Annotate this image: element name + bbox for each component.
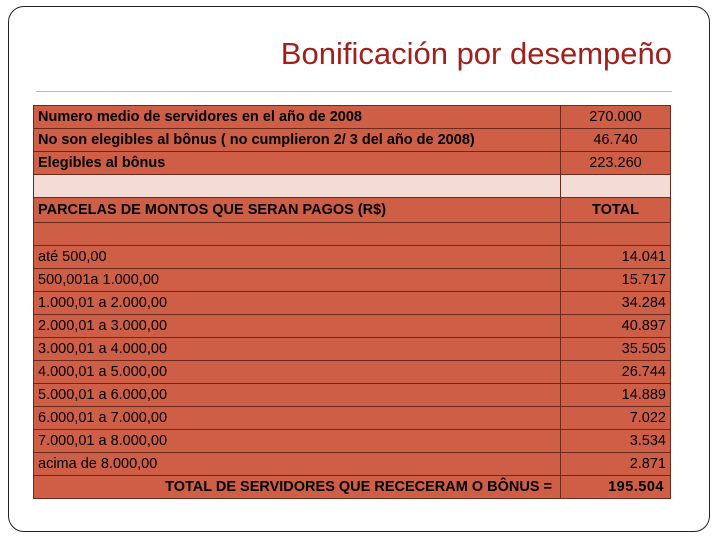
total-cell: 7.022 <box>561 407 671 430</box>
range-cell: 6.000,01 a 7.000,00 <box>34 407 561 430</box>
blank-cell <box>34 175 561 198</box>
blank-cell <box>561 175 671 198</box>
table-row <box>34 407 671 430</box>
range-cell: 500,001a 1.000,00 <box>34 269 561 292</box>
blank-cell <box>34 223 561 246</box>
range-cell: 1.000,01 a 2.000,00 <box>34 292 561 315</box>
range-cell: 4.000,01 a 5.000,00 <box>34 361 561 384</box>
table-row <box>34 246 671 269</box>
total-cell: 2.871 <box>561 453 671 476</box>
range-cell: 7.000,01 a 8.000,00 <box>34 430 561 453</box>
grand-total-value: 195.504 <box>561 476 671 499</box>
summary-value: 270.000 <box>561 106 671 129</box>
total-cell: 3.534 <box>561 430 671 453</box>
total-cell: 35.505 <box>561 338 671 361</box>
range-cell: 2.000,01 a 3.000,00 <box>34 315 561 338</box>
blank-cell <box>561 223 671 246</box>
summary-value: 223.260 <box>561 152 671 175</box>
total-cell: 34.284 <box>561 292 671 315</box>
table-row <box>34 269 671 292</box>
range-cell: até 500,00 <box>34 246 561 269</box>
summary-row <box>34 106 671 129</box>
total-cell: 15.717 <box>561 269 671 292</box>
summary-label: No son elegibles al bônus ( no cumplieron 2/ 3 del año de 2008) <box>34 129 561 152</box>
header-range-label: PARCELAS DE MONTOS QUE SERAN PAGOS (R$) <box>34 198 561 223</box>
blank-row <box>34 223 671 246</box>
table-header-row <box>34 198 671 223</box>
table-row <box>34 315 671 338</box>
summary-label: Numero medio de servidores en el año de 2008 <box>34 106 561 129</box>
total-cell: 40.897 <box>561 315 671 338</box>
summary-row <box>34 152 671 175</box>
total-cell: 14.041 <box>561 246 671 269</box>
range-cell: 3.000,01 a 4.000,00 <box>34 338 561 361</box>
blank-row <box>34 175 671 198</box>
total-cell: 14.889 <box>561 384 671 407</box>
table-row <box>34 453 671 476</box>
header-total-label: TOTAL <box>561 198 671 223</box>
table-row <box>34 292 671 315</box>
summary-value: 46.740 <box>561 129 671 152</box>
slide-title: Bonificación por desempeño <box>280 36 672 71</box>
bonus-table <box>33 105 671 499</box>
table-row <box>34 338 671 361</box>
total-cell: 26.744 <box>561 361 671 384</box>
title-divider <box>36 91 672 92</box>
table-row <box>34 430 671 453</box>
summary-label: Elegibles al bônus <box>34 152 561 175</box>
range-cell: acima de 8.000,00 <box>34 453 561 476</box>
grand-total-row <box>34 476 671 499</box>
table-row <box>34 384 671 407</box>
grand-total-label: TOTAL DE SERVIDORES QUE RECECERAM O BÔNUS = <box>34 476 561 499</box>
summary-row <box>34 129 671 152</box>
table-row <box>34 361 671 384</box>
range-cell: 5.000,01 a 6.000,00 <box>34 384 561 407</box>
